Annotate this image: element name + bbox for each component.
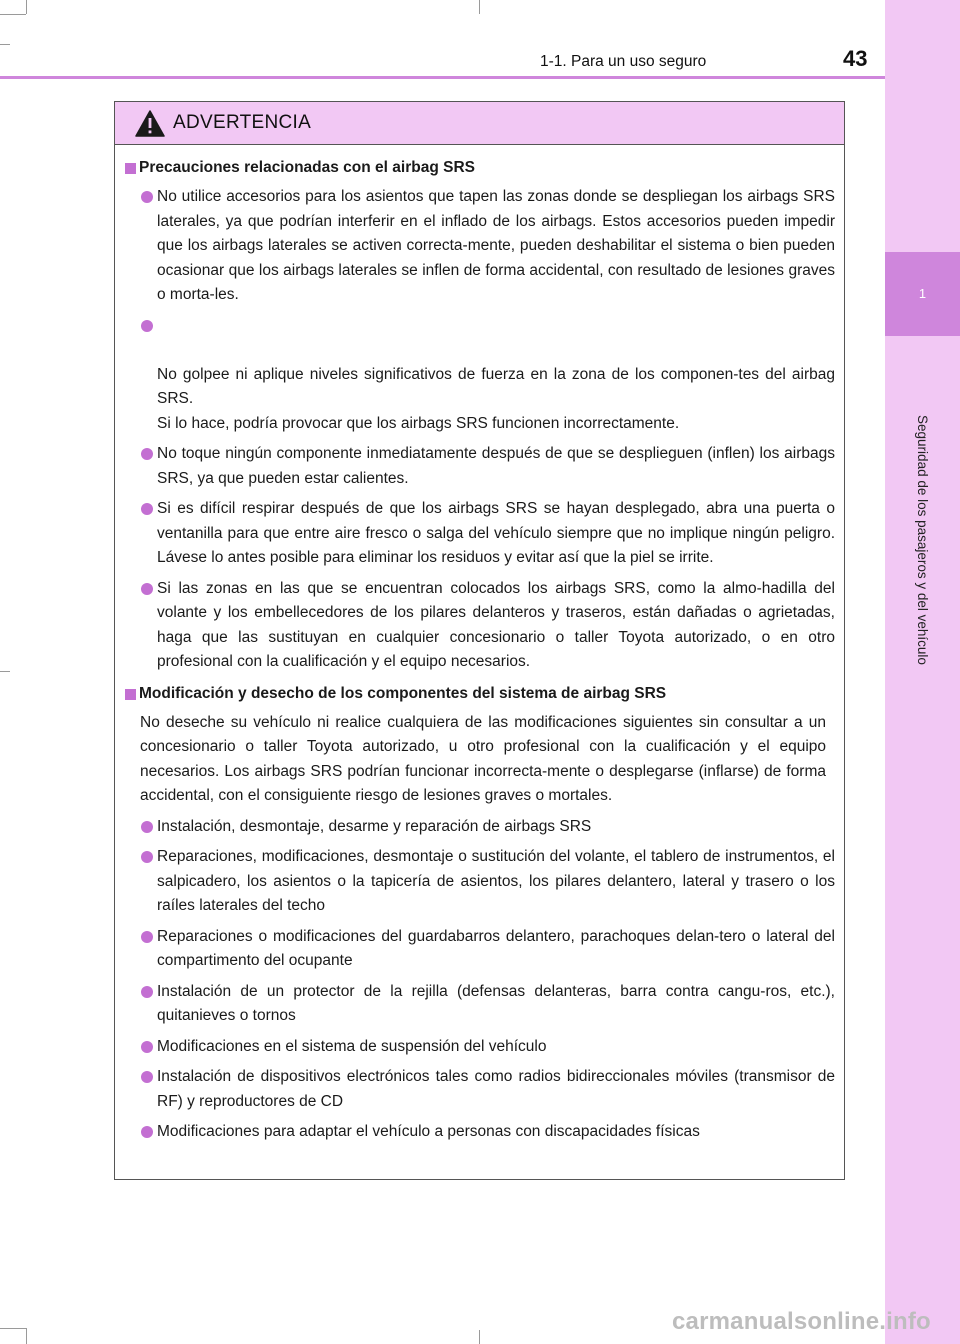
warning-title: ADVERTENCIA (173, 112, 312, 133)
list-item: Instalación de un protector de la rejilla (defensas delanteras, barra contra cangu-ros, etc.), quitanieves o tornos (115, 980, 844, 1029)
section-intro: No deseche su vehículo ni realice cualquiera de las modificaciones siguientes sin consultar a un concesionario o taller Toyota autorizado, u otro profesional con la cualificación y el equipo necesarios. Los airbags SRS podrían funcionar incorrecta-mente o desplegarse (inflarse) de forma accidental, con el consiguiente riesgo de lesiones graves o mortales. (140, 713, 826, 804)
bullet-dot-icon (141, 448, 153, 460)
list-item: Modificaciones para adaptar el vehículo a personas con discapacidades físicas (115, 1120, 844, 1145)
crop-mark (0, 14, 26, 15)
list-item: Reparaciones o modificaciones del guardabarros delantero, parachoques delan-tero o lateral del compartimento del ocupante (115, 925, 844, 974)
list-item: No utilice accesorios para los asientos que tapen las zonas donde se despliegan los airbags SRS laterales, ya que podrían interferir en el inflado de los airbags. Estos accesorios pueden impedir que los airbags laterales se activen correcta-mente, pueden deshabilitar el sistema o bien pueden ocasionar que los airbags laterales se inflen de forma accidental, con resultado de lesiones graves o morta-les. (115, 185, 844, 308)
bullet-dot-icon (141, 986, 153, 998)
section-title: 1-1. Para un uso seguro (540, 53, 707, 70)
list-item: Si las zonas en las que se encuentran colocados los airbags SRS, como la almo-hadilla del volante y los embellecedores de los pilares delanteros y traseros, están dañadas o agrietadas, haga que las sustituyan en cualquier concesionario o taller Toyota autorizado, o en otro profesional con la cualificación y el equipo necesarios. (115, 577, 844, 675)
warning-content (115, 155, 844, 1151)
crop-mark (0, 44, 10, 45)
section-heading: Modificación y desecho de los componentes del sistema de airbag SRS (115, 681, 844, 707)
list-item: Si es difícil respirar después de que los airbags SRS se hayan desplegado, abra una puerta o ventanilla para que entre aire fresco o salga del vehículo siempre que no implique ningún peligro. Lávese lo antes posible para eliminar los residuos y evitar así que la piel se irrite. (115, 497, 844, 571)
list-item: Instalación de dispositivos electrónicos tales como radios bidireccionales móviles (transmisor de RF) y reproductores de CD (115, 1065, 844, 1114)
crop-mark (479, 0, 480, 14)
chapter-number: 1 (885, 252, 960, 336)
bullet-dot-icon (141, 503, 153, 515)
crop-mark (0, 1328, 26, 1329)
list-item: Reparaciones, modificaciones, desmontaje o sustitución del volante, el tablero de instrumentos, el salpicadero, los asientos o la tapicería de asientos, los pilares delantero, lateral y trasero o los raíles laterales del techo (115, 845, 844, 919)
page-number: 43 (843, 46, 868, 71)
crop-mark (26, 0, 27, 14)
warning-box (114, 101, 845, 1180)
list-item: No toque ningún componente inmediatamente después de que se desplieguen (inflen) los airbags SRS, ya que pueden estar calientes. (115, 442, 844, 491)
chapter-title: Seguridad de los pasajeros y del vehículo (915, 415, 930, 665)
bullet-dot-icon (141, 821, 153, 833)
list-item: Modificaciones en el sistema de suspensión del vehículo (115, 1035, 844, 1060)
bullet-dot-icon (141, 583, 153, 595)
crop-mark (0, 671, 10, 672)
header-rule (0, 76, 885, 79)
bullet-dot-icon (141, 1041, 153, 1053)
warning-triangle-icon (135, 110, 165, 137)
bullet-dot-icon (141, 1071, 153, 1083)
crop-mark (479, 1330, 480, 1344)
list-item: Instalación, desmontaje, desarme y reparación de airbags SRS (115, 815, 844, 840)
bullet-dot-icon (141, 1126, 153, 1138)
section-heading: Precauciones relacionadas con el airbag SRS (115, 155, 844, 181)
square-bullet-icon (125, 163, 136, 174)
bullet-dot-icon (141, 851, 153, 863)
warning-header (115, 102, 844, 145)
square-bullet-icon (125, 689, 136, 700)
crop-mark (26, 1328, 27, 1344)
bullet-dot-icon (141, 320, 153, 332)
list-item: No golpee ni aplique niveles significativos de fuerza en la zona de los componen-tes del airbag SRS. Si lo hace, podría provocar que los airbags SRS funcionen incorrectamente. (115, 314, 844, 437)
bullet-dot-icon (141, 191, 153, 203)
bullet-dot-icon (141, 931, 153, 943)
watermark: carmanualsonline.info (672, 1308, 931, 1335)
